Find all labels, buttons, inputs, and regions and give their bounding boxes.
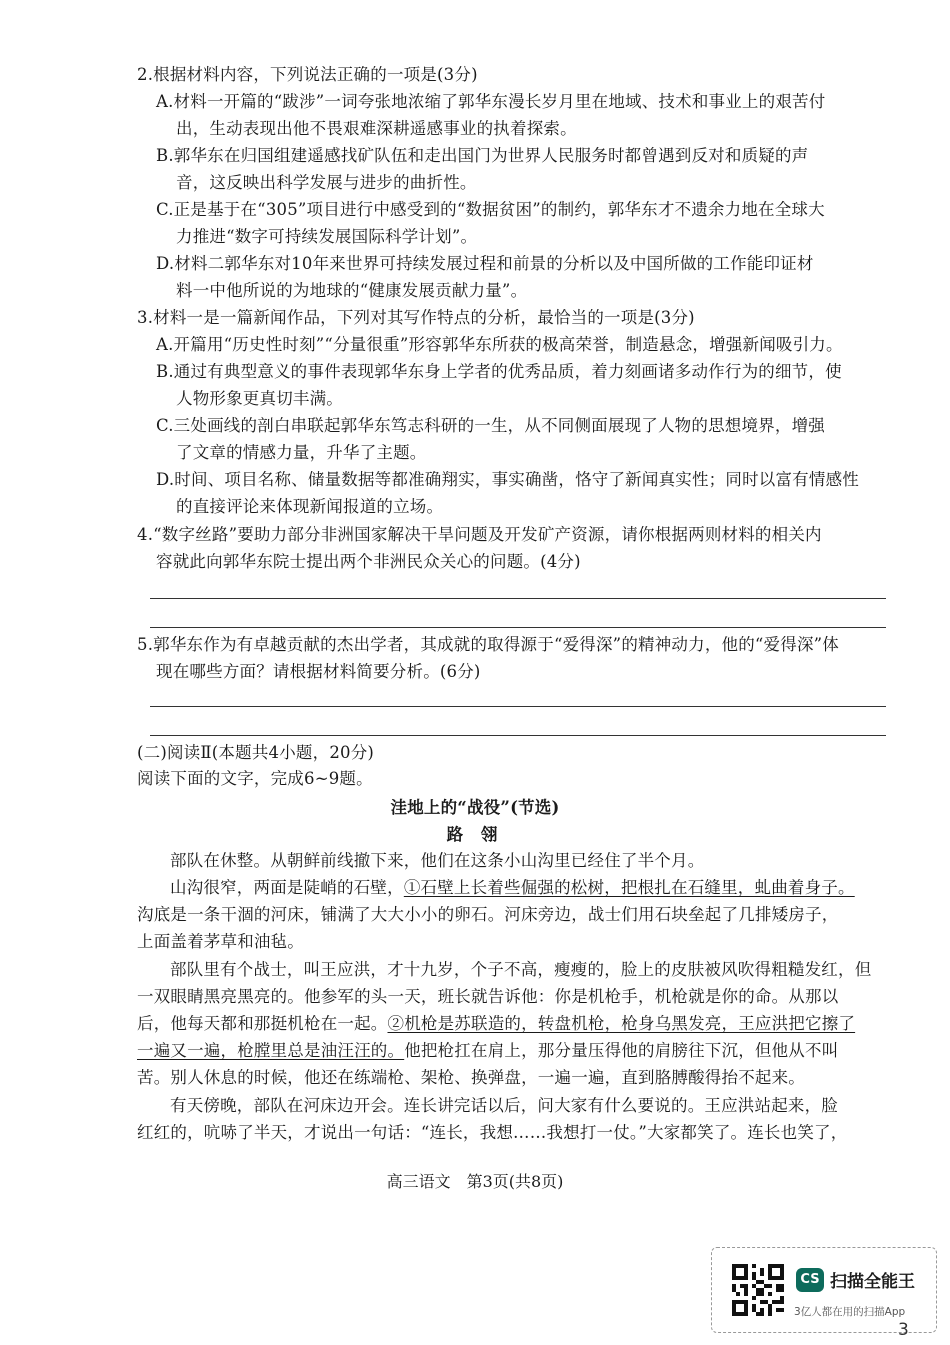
- answer-line: [150, 735, 886, 736]
- q2-option-d-line2: 料一中他所说的为地球的“健康发展贡献力量”。: [176, 281, 528, 300]
- q3-option-b-line1: B.通过有典型意义的事件表现郭华东身上学者的优秀品质，着力刻画诸多动作行为的细节，使: [156, 362, 842, 381]
- passage-paragraph-3-line3: [137, 1013, 855, 1035]
- q3-option-d-line2: 的直接评论来体现新闻报道的立场。: [176, 497, 444, 516]
- answer-line: [150, 706, 886, 707]
- section-heading: (二)阅读Ⅱ(本题共4小题，20分): [137, 743, 375, 762]
- passage-paragraph-3-line4: [137, 1040, 838, 1062]
- underlined-sentence-2-cont: 一遍又一遍，枪膛里总是油汪汪的。: [137, 1041, 405, 1060]
- passage-author: 路 翎: [446, 825, 504, 844]
- q2-stem: 2.根据材料内容，下列说法正确的一项是(3分): [137, 65, 478, 84]
- scanner-app-name: 扫描全能王: [830, 1272, 915, 1292]
- q3-option-b-line2: 人物形象更真切丰满。: [176, 389, 343, 408]
- q2-option-a-line1: A.材料一开篇的“跋涉”一词夸张地浓缩了郭华东漫长岁月里在地域、技术和事业上的艰苦付: [156, 92, 826, 111]
- q2-option-c-line1: C.正是基于在“305”项目进行中感受到的“数据贫困”的制约，郭华东才不遗余力地在全球大: [156, 200, 825, 219]
- passage-text: 山沟很窄，两面是陡峭的石壁，: [170, 878, 404, 897]
- passage-paragraph-2-line1: [170, 877, 855, 899]
- q3-option-c-line2: 了文章的情感力量，升华了主题。: [176, 443, 427, 462]
- passage-paragraph-4-line1: 有天傍晚，部队在河床边开会。连长讲完话以后，问大家有什么要说的。王应洪站起来，脸: [170, 1096, 838, 1115]
- passage-paragraph-1: 部队在休整。从朝鲜前线撤下来，他们在这条小山沟里已经住了半个月。: [170, 851, 705, 870]
- q3-option-c-line1: C.三处画线的剖白串联起郭华东笃志科研的一生，从不同侧面展现了人物的思想境界，增强: [156, 416, 825, 435]
- passage-paragraph-2-line3: 上面盖着茅草和油毡。: [137, 932, 304, 951]
- passage-paragraph-4-line2: 红红的，吭哧了半天，才说出一句话：“连长，我想……我想打一仗。”大家都笑了。连长也笑了，: [137, 1123, 848, 1142]
- q5-line2: 现在哪些方面？请根据材料简要分析。(6分): [156, 662, 481, 681]
- underlined-sentence-1: ①石壁上长着些倔强的松树，把根扎在石缝里，虬曲着身子。: [403, 878, 855, 897]
- q2-option-a-line2: 出，生动表现出他不畏艰难深耕遥感事业的执着探索。: [176, 119, 577, 138]
- q2-option-d-line1: D.材料二郭华东对10年来世界可持续发展过程和前景的分析以及中国所做的工作能印证材: [156, 254, 814, 273]
- passage-text: 后，他每天都和那挺机枪在一起。: [137, 1014, 388, 1033]
- q3-option-a-line1: A.开篇用“历史性时刻”“分量很重”形容郭华东所获的极高荣誉，制造悬念，增强新闻吸引力。: [156, 335, 843, 354]
- q5-line1: 5.郭华东作为有卓越贡献的杰出学者，其成就的取得源于“爱得深”的精神动力，他的“爱得深”体: [137, 635, 839, 654]
- passage-paragraph-3-line2: 一双眼睛黑亮黑亮的。他参军的头一天，班长就告诉他：你是机枪手，机枪就是你的命。从那以: [137, 987, 839, 1006]
- page-number: 3: [898, 1320, 909, 1340]
- passage-title: 洼地上的“战役”(节选): [390, 798, 560, 817]
- passage-paragraph-2-line2: 沟底是一条干涸的河床，铺满了大大小小的卵石。河床旁边，战士们用石块垒起了几排矮房子，: [137, 905, 839, 924]
- q2-option-b-line1: B.郭华东在归国组建遥感找矿队伍和走出国门为世界人民服务时都曾遇到反对和质疑的声: [156, 146, 809, 165]
- passage-text: 他把枪扛在肩上，那分量压得他的肩膀往下沉，但他从不叫: [404, 1041, 839, 1060]
- q4-line1: 4.“数字丝路”要助力部分非洲国家解决干旱问题及开发矿产资源，请你根据两则材料的相关内: [137, 525, 822, 544]
- answer-line: [150, 598, 886, 599]
- section-instruction: 阅读下面的文字，完成6~9题。: [137, 769, 373, 788]
- q2-option-c-line2: 力推进“数字可持续发展国际科学计划”。: [176, 227, 478, 246]
- underlined-sentence-2: ②机枪是苏联造的，转盘机枪，枪身乌黑发亮，王应洪把它擦了: [387, 1014, 856, 1033]
- passage-paragraph-3-line1: 部队里有个战士，叫王应洪，才十九岁，个子不高，瘦瘦的，脸上的皮肤被风吹得粗糙发红，但: [170, 960, 872, 979]
- q3-option-d-line1: D.时间、项目名称、储量数据等都准确翔实，事实确凿，恪守了新闻真实性；同时以富有情感性: [156, 470, 859, 489]
- answer-line: [150, 627, 886, 628]
- page-footer: 高三语文 第3页(共8页): [386, 1172, 564, 1191]
- camscanner-logo: CS: [796, 1268, 824, 1292]
- qr-code-icon: [732, 1264, 784, 1316]
- q2-option-b-line2: 音，这反映出科学发展与进步的曲折性。: [176, 173, 477, 192]
- q3-stem: 3.材料一是一篇新闻作品，下列对其写作特点的分析，最恰当的一项是(3分): [137, 308, 695, 327]
- passage-paragraph-3-line5: 苦。别人休息的时候，他还在练端枪、架枪、换弹盘，一遍一遍，直到胳膊酸得抬不起来。: [137, 1068, 805, 1087]
- q4-line2: 容就此向郭华东院士提出两个非洲民众关心的问题。(4分): [156, 552, 581, 571]
- scanner-tagline: 3亿人都在用的扫描App: [794, 1306, 906, 1318]
